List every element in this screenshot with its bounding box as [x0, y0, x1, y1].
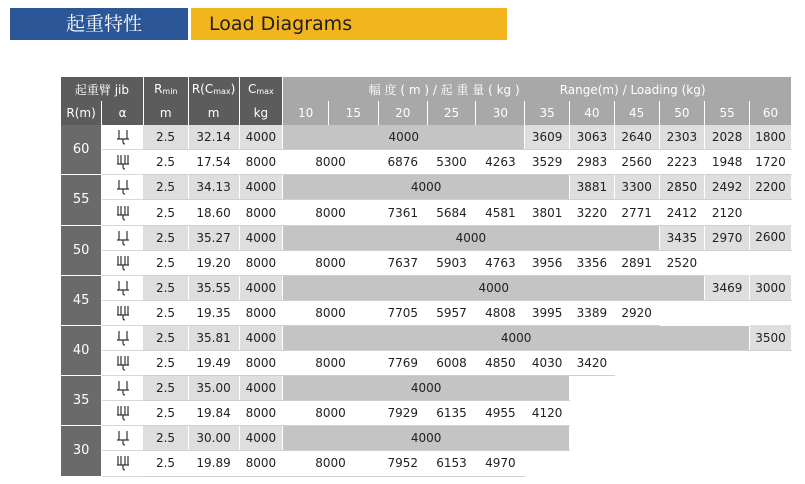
alpha-unit: α — [102, 101, 144, 125]
load-cell: 3609 — [525, 125, 570, 150]
load-cell: 2983 — [570, 150, 615, 175]
four-fall-hook-icon — [115, 205, 131, 221]
load-cell: 2223 — [659, 150, 705, 175]
range-col-header: 35 — [525, 101, 570, 125]
cmax-cell: 8000 — [239, 401, 283, 426]
rc-cell: 17.54 — [188, 150, 239, 175]
rmin-cell: 2.5 — [143, 275, 188, 300]
cmax-cell: 8000 — [239, 451, 283, 476]
max-load-band: 4000 — [283, 175, 570, 200]
load-cell: 4808 — [476, 300, 525, 325]
load-diagram-table — [61, 77, 792, 477]
jib-length-cell: 50 — [61, 225, 102, 275]
load-cell: 2970 — [705, 225, 750, 250]
section-title-en: Load Diagrams — [191, 8, 507, 40]
cmax-unit: kg — [239, 101, 283, 125]
hook-icon-cell — [102, 125, 144, 150]
load-cell: 2640 — [614, 125, 659, 150]
hook-icon-cell — [102, 200, 144, 225]
table-row — [61, 125, 792, 150]
load-cell: 7952 — [378, 451, 427, 476]
cmax-cell: 8000 — [239, 200, 283, 225]
load-cell: 3356 — [570, 250, 615, 275]
hook-icon-cell — [102, 225, 144, 250]
load-cell: 2891 — [614, 250, 659, 275]
rmin-cell: 2.5 — [143, 351, 188, 376]
load-cell: 2412 — [659, 200, 705, 225]
load-cell: 7637 — [378, 250, 427, 275]
empty-cell — [705, 351, 750, 376]
cmax-cell: 8000 — [239, 300, 283, 325]
table-row — [61, 325, 792, 350]
load-cell: 3881 — [570, 175, 615, 200]
range-col-header: 20 — [378, 101, 427, 125]
table-row — [61, 300, 792, 325]
rmin-cell: 2.5 — [143, 300, 188, 325]
hook-icon-cell — [102, 376, 144, 401]
r-unit: R(m) — [61, 101, 102, 125]
empty-cell — [570, 426, 615, 451]
load-cell: 4263 — [476, 150, 525, 175]
range-col-header: 60 — [750, 101, 792, 125]
rc-cell: 30.00 — [188, 426, 239, 451]
load-cell: 3529 — [525, 150, 570, 175]
load-cell: 2520 — [659, 250, 705, 275]
empty-cell — [614, 426, 659, 451]
load-cell: 2200 — [750, 175, 792, 200]
jib-length-cell: 40 — [61, 325, 102, 375]
max-load-band: 4000 — [283, 275, 705, 300]
load-cell: 5684 — [427, 200, 476, 225]
hook-icon-cell — [102, 451, 144, 476]
empty-cell — [750, 426, 792, 451]
load-cell: 4955 — [476, 401, 525, 426]
load-cell: 3500 — [750, 325, 792, 350]
jib-length-cell: 30 — [61, 426, 102, 476]
load-cell: 3000 — [750, 275, 792, 300]
rmin-cell: 2.5 — [143, 175, 188, 200]
empty-cell — [614, 376, 659, 401]
rc-cell: 19.89 — [188, 451, 239, 476]
jib-header: 起重臂 jib — [61, 77, 143, 101]
empty-cell — [570, 451, 615, 476]
max-load-band: 4000 — [283, 426, 570, 451]
rmin-cell: 2.5 — [143, 250, 188, 275]
max-load-band: 8000 — [283, 351, 379, 376]
load-cell: 7705 — [378, 300, 427, 325]
rc-cell: 34.13 — [188, 175, 239, 200]
empty-cell — [614, 451, 659, 476]
two-fall-hook-icon — [115, 280, 131, 296]
hook-icon-cell — [102, 275, 144, 300]
empty-cell — [705, 401, 750, 426]
range-col-header: 40 — [570, 101, 615, 125]
empty-cell — [705, 250, 750, 275]
load-cell: 2600 — [750, 225, 792, 250]
max-load-band: 4000 — [283, 325, 750, 350]
hook-icon-cell — [102, 351, 144, 376]
hook-icon-cell — [102, 426, 144, 451]
range-header: 幅 度 ( m ) / 起 重 量 ( kg ) Range(m) / Loading (kg) — [283, 77, 792, 101]
two-fall-hook-icon — [115, 380, 131, 396]
load-cell: 3995 — [525, 300, 570, 325]
load-cell: 2028 — [705, 125, 750, 150]
load-cell: 5300 — [427, 150, 476, 175]
hook-icon-cell — [102, 325, 144, 350]
rc-cell: 32.14 — [188, 125, 239, 150]
two-fall-hook-icon — [115, 129, 131, 145]
range-col-header: 25 — [427, 101, 476, 125]
empty-cell — [659, 376, 705, 401]
max-load-band: 8000 — [283, 200, 379, 225]
load-cell: 3063 — [570, 125, 615, 150]
rc-cell: 19.35 — [188, 300, 239, 325]
empty-cell — [705, 376, 750, 401]
table-row — [61, 150, 792, 175]
range-col-header: 50 — [659, 101, 705, 125]
jib-length-cell: 60 — [61, 125, 102, 175]
table-row — [61, 451, 792, 476]
rmin-cell: 2.5 — [143, 426, 188, 451]
table-row — [61, 225, 792, 250]
empty-cell — [659, 401, 705, 426]
two-fall-hook-icon — [115, 230, 131, 246]
load-cell: 6153 — [427, 451, 476, 476]
load-cell: 3389 — [570, 300, 615, 325]
hook-icon-cell — [102, 401, 144, 426]
rc-cell: 35.00 — [188, 376, 239, 401]
table-row — [61, 401, 792, 426]
max-load-band: 8000 — [283, 150, 379, 175]
four-fall-hook-icon — [115, 154, 131, 170]
load-cell: 4030 — [525, 351, 570, 376]
rmin-header: Rmin — [143, 77, 188, 101]
load-cell: 7769 — [378, 351, 427, 376]
rmin-cell: 2.5 — [143, 225, 188, 250]
table-row — [61, 175, 792, 200]
table-row — [61, 426, 792, 451]
rmin-cell: 2.5 — [143, 200, 188, 225]
empty-cell — [659, 351, 705, 376]
load-cell: 4120 — [525, 401, 570, 426]
load-cell: 2560 — [614, 150, 659, 175]
empty-cell — [659, 426, 705, 451]
load-cell: 1720 — [750, 150, 792, 175]
rc-cell: 19.20 — [188, 250, 239, 275]
load-cell: 3220 — [570, 200, 615, 225]
load-cell: 2120 — [705, 200, 750, 225]
rmin-cell: 2.5 — [143, 125, 188, 150]
jib-length-cell: 45 — [61, 275, 102, 325]
load-cell: 5903 — [427, 250, 476, 275]
cmax-cell: 8000 — [239, 351, 283, 376]
range-col-header: 10 — [283, 101, 329, 125]
four-fall-hook-icon — [115, 455, 131, 471]
two-fall-hook-icon — [115, 330, 131, 346]
empty-cell — [570, 401, 615, 426]
max-load-band: 8000 — [283, 300, 379, 325]
cmax-cell: 4000 — [239, 426, 283, 451]
jib-length-cell: 35 — [61, 376, 102, 426]
rmin-cell: 2.5 — [143, 376, 188, 401]
cmax-cell: 4000 — [239, 275, 283, 300]
rmin-cell: 2.5 — [143, 401, 188, 426]
range-col-header: 30 — [476, 101, 525, 125]
empty-cell — [705, 451, 750, 476]
jib-length-cell: 55 — [61, 175, 102, 225]
empty-cell — [750, 300, 792, 325]
load-cell: 3469 — [705, 275, 750, 300]
load-cell: 1948 — [705, 150, 750, 175]
section-title-cn: 起重特性 — [10, 8, 188, 40]
load-cell: 6135 — [427, 401, 476, 426]
table-row — [61, 200, 792, 225]
empty-cell — [525, 451, 570, 476]
rc-cell: 35.27 — [188, 225, 239, 250]
max-load-band: 8000 — [283, 250, 379, 275]
load-cell: 4850 — [476, 351, 525, 376]
empty-cell — [570, 376, 615, 401]
empty-cell — [750, 451, 792, 476]
rmin-cell: 2.5 — [143, 451, 188, 476]
empty-cell — [659, 300, 705, 325]
cmax-cell: 4000 — [239, 376, 283, 401]
load-cell: 6876 — [378, 150, 427, 175]
cmax-cell: 4000 — [239, 125, 283, 150]
empty-cell — [659, 451, 705, 476]
empty-cell — [705, 300, 750, 325]
table-row — [61, 376, 792, 401]
cmax-cell: 8000 — [239, 150, 283, 175]
hook-icon-cell — [102, 150, 144, 175]
four-fall-hook-icon — [115, 305, 131, 321]
hook-icon-cell — [102, 300, 144, 325]
load-cell: 4970 — [476, 451, 525, 476]
rc-cell: 19.49 — [188, 351, 239, 376]
rc-header: R(Cmax) — [188, 77, 239, 101]
rmin-cell: 2.5 — [143, 150, 188, 175]
max-load-band: 8000 — [283, 401, 379, 426]
load-cell: 4581 — [476, 200, 525, 225]
empty-cell — [705, 426, 750, 451]
cmax-cell: 4000 — [239, 325, 283, 350]
empty-cell — [750, 200, 792, 225]
cmax-cell: 4000 — [239, 225, 283, 250]
load-cell: 2771 — [614, 200, 659, 225]
load-cell: 6008 — [427, 351, 476, 376]
four-fall-hook-icon — [115, 355, 131, 371]
load-cell: 3435 — [659, 225, 705, 250]
cmax-header: Cmax — [239, 77, 283, 101]
load-cell: 2303 — [659, 125, 705, 150]
rmin-unit: m — [143, 101, 188, 125]
empty-cell — [750, 250, 792, 275]
empty-cell — [750, 351, 792, 376]
empty-cell — [750, 376, 792, 401]
cmax-cell: 8000 — [239, 250, 283, 275]
load-cell: 1800 — [750, 125, 792, 150]
max-load-band: 8000 — [283, 451, 379, 476]
load-cell: 2850 — [659, 175, 705, 200]
empty-cell — [750, 401, 792, 426]
table-row — [61, 351, 792, 376]
rc-cell: 19.84 — [188, 401, 239, 426]
load-cell: 3956 — [525, 250, 570, 275]
table-row — [61, 275, 792, 300]
hook-icon-cell — [102, 175, 144, 200]
load-cell: 2492 — [705, 175, 750, 200]
load-cell: 2920 — [614, 300, 659, 325]
rc-cell: 35.55 — [188, 275, 239, 300]
rmin-cell: 2.5 — [143, 325, 188, 350]
max-load-band: 4000 — [283, 376, 570, 401]
max-load-band: 4000 — [283, 225, 659, 250]
hook-icon-cell — [102, 250, 144, 275]
empty-cell — [614, 351, 659, 376]
load-cell: 5957 — [427, 300, 476, 325]
rc-cell: 35.81 — [188, 325, 239, 350]
four-fall-hook-icon — [115, 405, 131, 421]
table-row — [61, 250, 792, 275]
range-col-header: 45 — [614, 101, 659, 125]
four-fall-hook-icon — [115, 255, 131, 271]
load-cell: 3300 — [614, 175, 659, 200]
two-fall-hook-icon — [115, 430, 131, 446]
max-load-band: 4000 — [283, 125, 525, 150]
cmax-cell: 4000 — [239, 175, 283, 200]
load-cell: 7361 — [378, 200, 427, 225]
load-cell: 3801 — [525, 200, 570, 225]
load-cell: 3420 — [570, 351, 615, 376]
empty-cell — [614, 401, 659, 426]
range-col-header: 15 — [329, 101, 379, 125]
rc-cell: 18.60 — [188, 200, 239, 225]
rc-unit: m — [188, 101, 239, 125]
load-cell: 4763 — [476, 250, 525, 275]
load-cell: 7929 — [378, 401, 427, 426]
two-fall-hook-icon — [115, 179, 131, 195]
range-col-header: 55 — [705, 101, 750, 125]
